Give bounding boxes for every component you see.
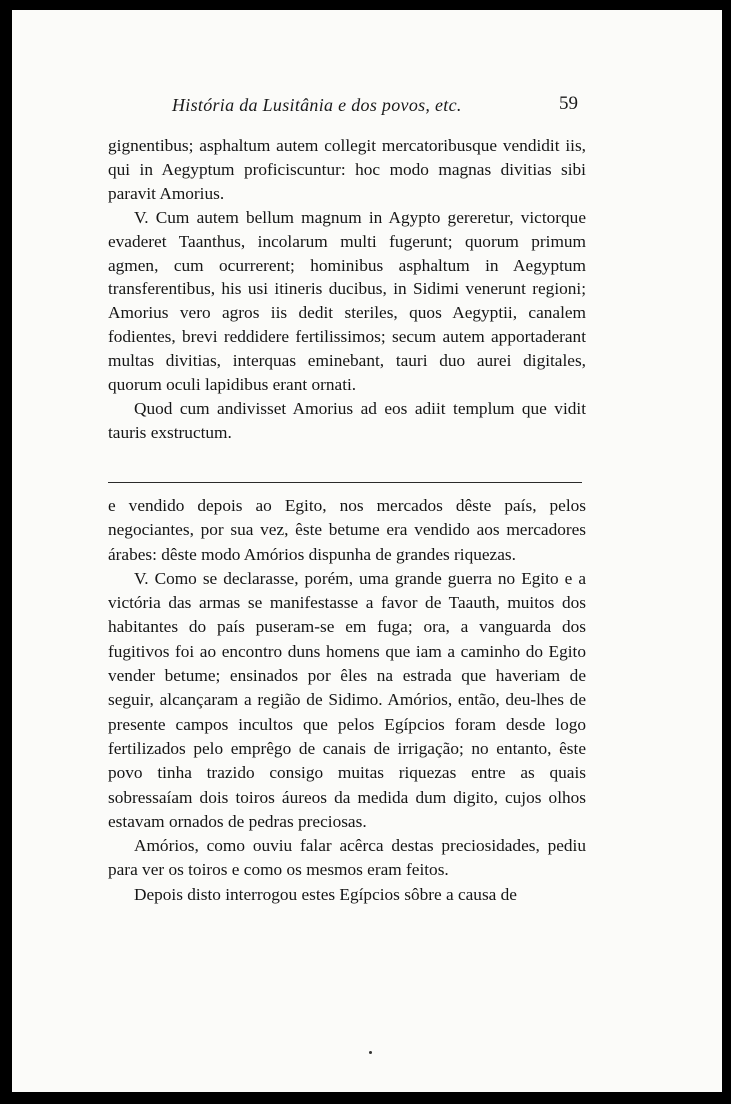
latin-paragraph-1: gignentibus; asphaltum autem collegit mercatoribusque vendidit iis, qui in Aegyptum proficiscuntur: hoc modo magnas divitias sibi paravit Amorius. [108, 136, 586, 203]
portuguese-paragraph-4: Depois disto interrogou estes Egípcios sôbre a causa de [134, 884, 517, 904]
ink-speck [369, 1051, 372, 1054]
page-number: 59 [559, 93, 578, 114]
section-divider-rule [108, 482, 582, 483]
portuguese-text-block [108, 494, 586, 907]
portuguese-paragraph-1: e vendido depois ao Egito, nos mercados dêste país, pelos negociantes, por sua vez, êste betume era vendido aos mercadores árabes: dêste modo Amórios dispunha de grandes riquezas. [108, 496, 586, 564]
latin-paragraph-2: V. Cum autem bellum magnum in Agypto gereretur, victorque evaderet Taanthus, incolarum multi fugerunt; quorum primum agmen, cum ocurrerent; hominibus asphaltum in Aegyptum transferentibus, his usi itineris ducibus, in Sidimi venerunt regioni; Amorius vero agros iis dedit steriles, quos Aegyptii, canalem fodientes, brevi reddidere fertilissimos; secum autem apportaderant multas divitias, interquas eminebant, tauri duo aurei digitales, quorum oculi lapidibus erant ornati. [108, 207, 586, 395]
page-header [12, 95, 722, 125]
running-title: História da Lusitânia e dos povos, etc. [172, 95, 462, 115]
book-page [12, 10, 722, 1092]
portuguese-paragraph-2: V. Como se declarasse, porém, uma grande guerra no Egito e a victória das armas se manifestasse a favor de Taauth, muitos dos habitantes do país puseram-se em fuga; ora, a vanguarda dos fugitivos foi ao encontro duns homens que iam a caminho do Egito vender betume; ensinados por êles na estrada que haveriam de seguir, alcançaram a região de Sidimo. Amórios, então, deu-lhes de presente campos incultos que pelos Egípcios foram desde logo fertilizados pelo emprêgo de canais de irrigação; no entanto, êste povo tinha trazido consigo muitas riquezas entre as quais sobressaíam dois toiros áureos da medida dum digito, cujos olhos estavam ornados de pedras preciosas. [108, 568, 586, 831]
portuguese-paragraph-3: Amórios, como ouviu falar acêrca destas preciosidades, pediu para ver os toiros e como os mesmos eram feitos. [108, 836, 586, 880]
latin-text-block [108, 134, 586, 445]
latin-paragraph-3: Quod cum andivisset Amorius ad eos adiit templum que vidit tauris exstructum. [108, 398, 586, 442]
